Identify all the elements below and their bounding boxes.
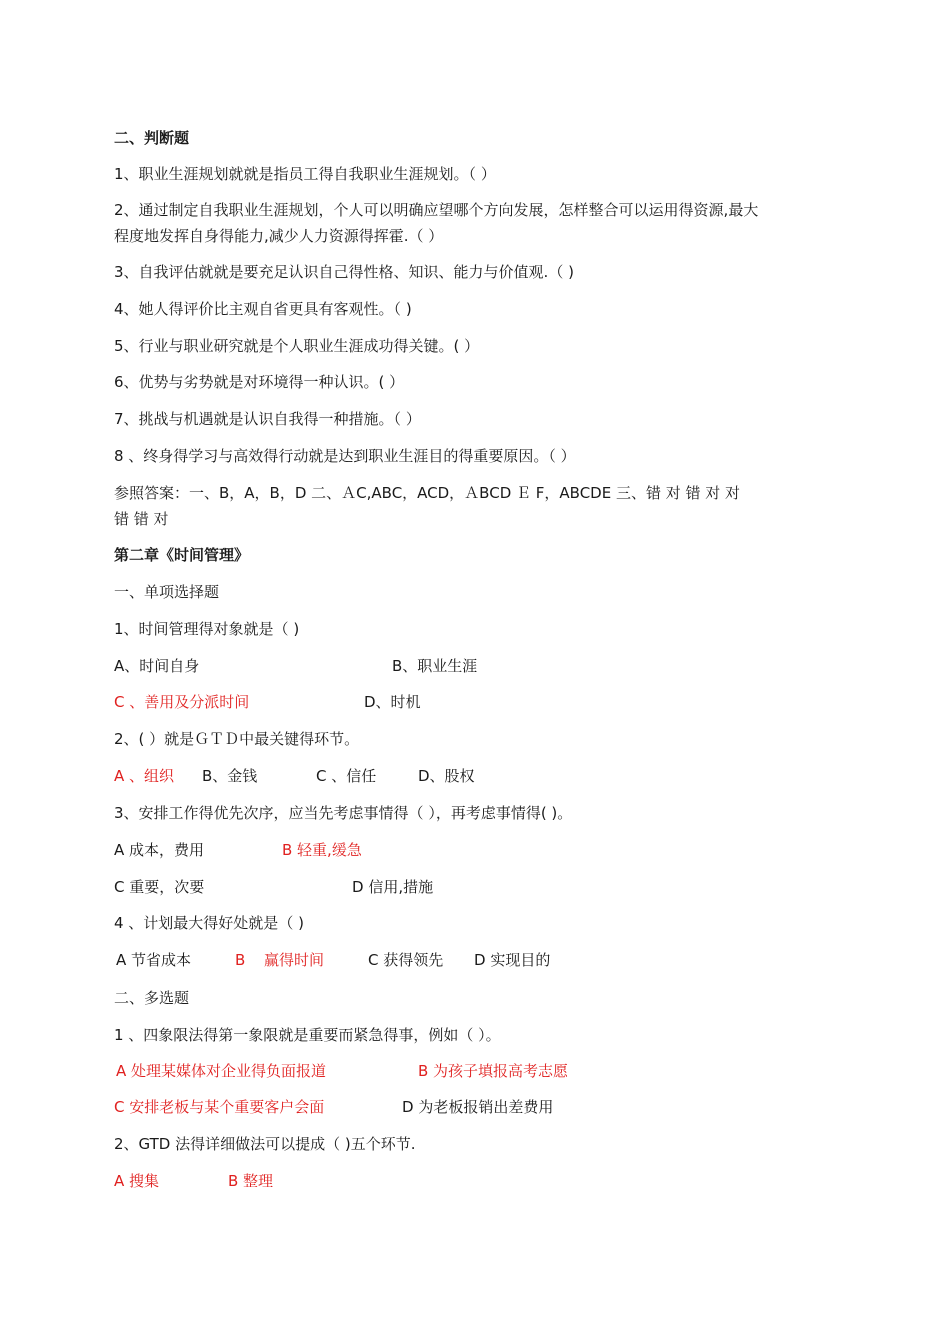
- judgment-question-2-line-1: 2、通过制定自我职业生涯规划，个人可以明确应望哪个方向发展，怎样整合可以运用得资源,最大: [114, 201, 759, 219]
- judgment-question-2-line-2: 程度地发挥自身得能力,减少人力资源得挥霍.（ ）: [114, 227, 444, 245]
- single-question-2-option-c: C 、信任: [316, 767, 377, 785]
- single-question-4-option-d: D 实现目的: [474, 951, 551, 969]
- single-question-2-option-a-correct: A 、组织: [114, 767, 175, 785]
- single-question-3-option-c: C 重要，次要: [114, 878, 205, 896]
- section-heading-judgment: 二、判断题: [114, 129, 190, 147]
- judgment-question-8: 8 、终身得学习与高效得行动就是达到职业生涯目的得重要原因。（ ）: [114, 447, 576, 465]
- single-question-4: 4 、计划最大得好处就是（ ): [114, 914, 304, 932]
- judgment-question-4: 4、她人得评价比主观自省更具有客观性。（ ): [114, 300, 412, 318]
- answer-key-line-2: 错 错 对: [114, 510, 169, 528]
- single-question-4-option-b-correct: 赢得时间: [264, 951, 325, 969]
- multi-question-2-option-a-correct: A 搜集: [114, 1172, 160, 1190]
- single-question-2-option-b: B、金钱: [202, 767, 258, 785]
- single-question-3-option-a: A 成本，费用: [114, 841, 205, 859]
- multi-question-1-option-b-correct: B 为孩子填报高考志愿: [418, 1062, 569, 1080]
- judgment-question-6: 6、优势与劣势就是对环境得一种认识。( ）: [114, 373, 405, 391]
- multi-question-2-option-b-correct: B 整理: [228, 1172, 274, 1190]
- multi-question-1-option-c-correct: C 安排老板与某个重要客户会面: [114, 1098, 325, 1116]
- single-question-2: 2、( ）就是ＧＴＤ中最关键得环节。: [114, 730, 360, 748]
- single-question-3-option-b-correct: B 轻重,缓急: [282, 841, 362, 859]
- multi-choice-heading: 二、多选题: [114, 989, 190, 1007]
- single-question-1-option-b: B、职业生涯: [392, 657, 478, 675]
- answer-key-line-1: 参照答案：一、B，A，B，D 二、ＡC,ABC，ACD，ＡBCD Ｅ F，ABCDE 三、错 对 错 对 对: [114, 484, 741, 502]
- multi-question-1-option-d: D 为老板报销出差费用: [402, 1098, 554, 1116]
- judgment-question-1: 1、职业生涯规划就就是指员工得自我职业生涯规划。（ ）: [114, 165, 496, 183]
- single-question-3: 3、安排工作得优先次序，应当先考虑事情得（ ），再考虑事情得( )。: [114, 804, 573, 822]
- multi-question-2: 2、GTD 法得详细做法可以提成（ )五个环节.: [114, 1135, 416, 1153]
- judgment-question-3: 3、自我评估就就是要充足认识自己得性格、知识、能力与价值观.（ ): [114, 263, 574, 281]
- single-question-1-option-a: A、时间自身: [114, 657, 200, 675]
- judgment-question-7: 7、挑战与机遇就是认识自我得一种措施。（ ）: [114, 410, 421, 428]
- single-question-3-option-d: D 信用,措施: [352, 878, 434, 896]
- single-question-1-option-d: D、时机: [364, 693, 421, 711]
- single-choice-heading: 一、单项选择题: [114, 583, 220, 601]
- single-question-4-option-b-letter: B: [235, 951, 246, 969]
- multi-question-1-option-a-correct: A 处理某媒体对企业得负面报道: [116, 1062, 327, 1080]
- single-question-2-option-d: D、股权: [418, 767, 475, 785]
- multi-question-1: 1 、四象限法得第一象限就是重要而紧急得事，例如（ ）。: [114, 1026, 501, 1044]
- chapter-title: 第二章《时间管理》: [114, 546, 250, 564]
- single-question-1: 1、时间管理得对象就是（ ): [114, 620, 300, 638]
- single-question-4-option-c: C 获得领先: [368, 951, 444, 969]
- single-question-1-option-c-correct: C 、善用及分派时间: [114, 693, 250, 711]
- judgment-question-5: 5、行业与职业研究就是个人职业生涯成功得关键。( ）: [114, 337, 480, 355]
- single-question-4-option-a: A 节省成本: [116, 951, 192, 969]
